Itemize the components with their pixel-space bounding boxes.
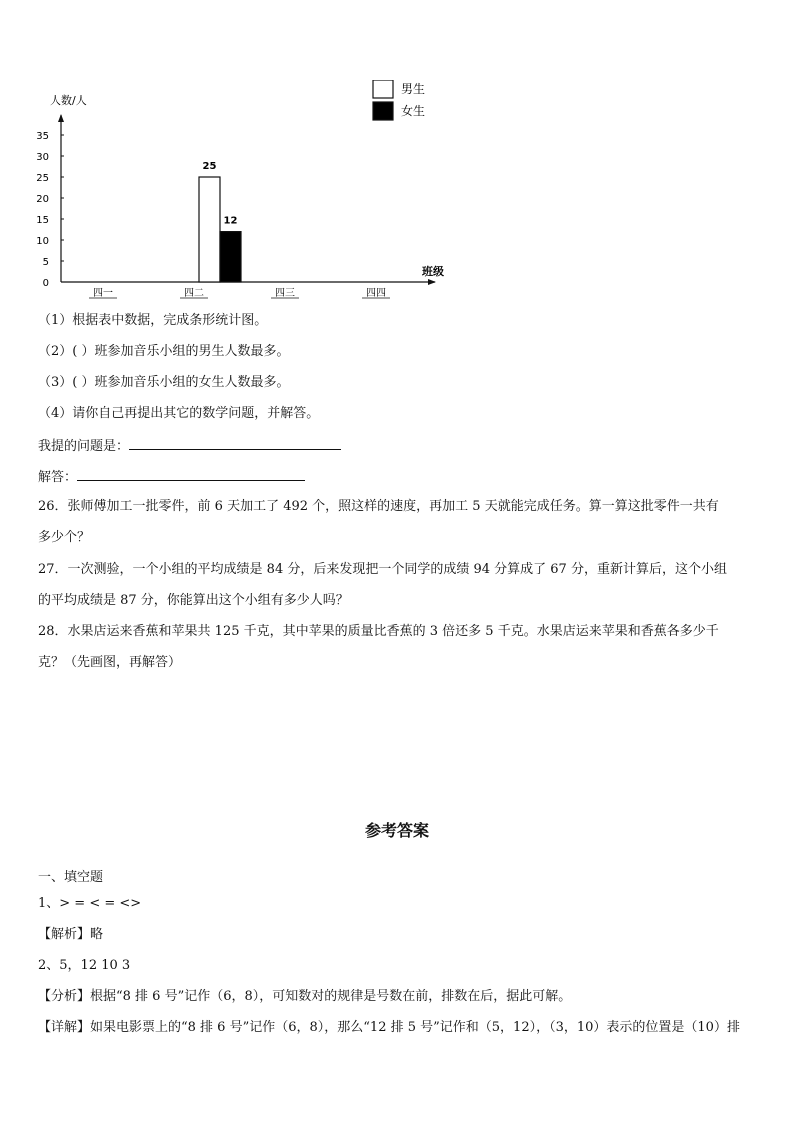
- answer-1: 1、> = < = <>: [38, 896, 142, 911]
- x-axis-label: 班级: [422, 265, 444, 278]
- bar-girls: [220, 232, 241, 282]
- y-axis-label: 人数/人: [50, 94, 87, 107]
- question-25-3: （3）( ）班参加音乐小组的女生人数最多。: [38, 375, 290, 390]
- answer-line: [38, 468, 305, 486]
- x-tick-label: 四三: [275, 288, 295, 299]
- question-25-2: （2）( ）班参加音乐小组的男生人数最多。: [38, 344, 290, 359]
- y-tick-label: 10: [36, 236, 49, 247]
- my-question-label: 我提的问题是：: [38, 439, 130, 454]
- y-axis-arrow: [58, 114, 64, 122]
- answer-blank[interactable]: [77, 468, 305, 481]
- legend-swatch: [373, 102, 393, 120]
- bar-chart: [30, 80, 490, 300]
- answers-title: 参考答案: [364, 821, 429, 840]
- y-tick-label: 15: [36, 215, 49, 226]
- y-tick-label: 5: [42, 257, 49, 268]
- question-27-line-2: 的平均成绩是 87 分，你能算出这个小组有多少人吗？: [38, 593, 349, 608]
- answer-label: 解答：: [38, 470, 78, 485]
- my-question-line: [38, 437, 341, 455]
- legend-label: 男生: [401, 82, 426, 96]
- x-tick-label: 四四: [366, 288, 386, 299]
- y-tick-label: 25: [36, 173, 49, 184]
- question-25-4: （4）请你自己再提出其它的数学问题，并解答。: [38, 406, 320, 421]
- answer-1-analysis: 【解析】略: [38, 927, 104, 942]
- question-26-line-2: 多少个？: [38, 530, 91, 545]
- question-27-line-1: 27．一次测验，一个小组的平均成绩是 84 分，后来发现把一个同学的成绩 94 分算成了 67 分，重新计算后，这个小组: [38, 562, 727, 577]
- y-tick-label: 0: [42, 278, 49, 289]
- answer-2-analysis: 【分析】根据“8 排 6 号”记作（6，8），可知数对的规律是号数在前，排数在后，据此可解。: [38, 989, 572, 1004]
- y-tick-label: 20: [36, 194, 49, 205]
- answer-2-detail: 【详解】如果电影票上的“8 排 6 号”记作（6，8），那么“12 排 5 号”记作和（5，12），（3，10）表示的位置是（10）排: [38, 1020, 740, 1035]
- x-tick-label: 四一: [93, 288, 113, 299]
- bar-boys: [199, 177, 220, 282]
- data-label: 12: [223, 215, 238, 227]
- legend-label: 女生: [401, 104, 426, 118]
- answer-2: 2、5，12 10 3: [38, 958, 131, 973]
- y-tick-label: 30: [36, 152, 49, 163]
- data-label: 25: [202, 161, 217, 172]
- question-26-line-1: 26．张师傅加工一批零件，前 6 天加工了 492 个，照这样的速度，再加工 5 天就能完成任务。算一算这批零件一共有: [38, 499, 719, 514]
- question-28-line-2: 克？（先画图，再解答）: [38, 655, 182, 670]
- question-25-1: （1）根据表中数据，完成条形统计图。: [38, 313, 268, 328]
- x-tick-label: 四二: [184, 288, 204, 299]
- my-question-blank[interactable]: [129, 437, 341, 450]
- x-axis-arrow: [428, 279, 436, 285]
- question-28-line-1: 28．水果店运来香蕉和苹果共 125 千克，其中苹果的质量比香蕉的 3 倍还多 5 千克。水果店运来苹果和香蕉各多少千: [38, 624, 719, 639]
- y-tick-label: 35: [36, 131, 49, 142]
- answers-section-1: 一、填空题: [38, 870, 104, 885]
- legend-swatch: [373, 80, 393, 98]
